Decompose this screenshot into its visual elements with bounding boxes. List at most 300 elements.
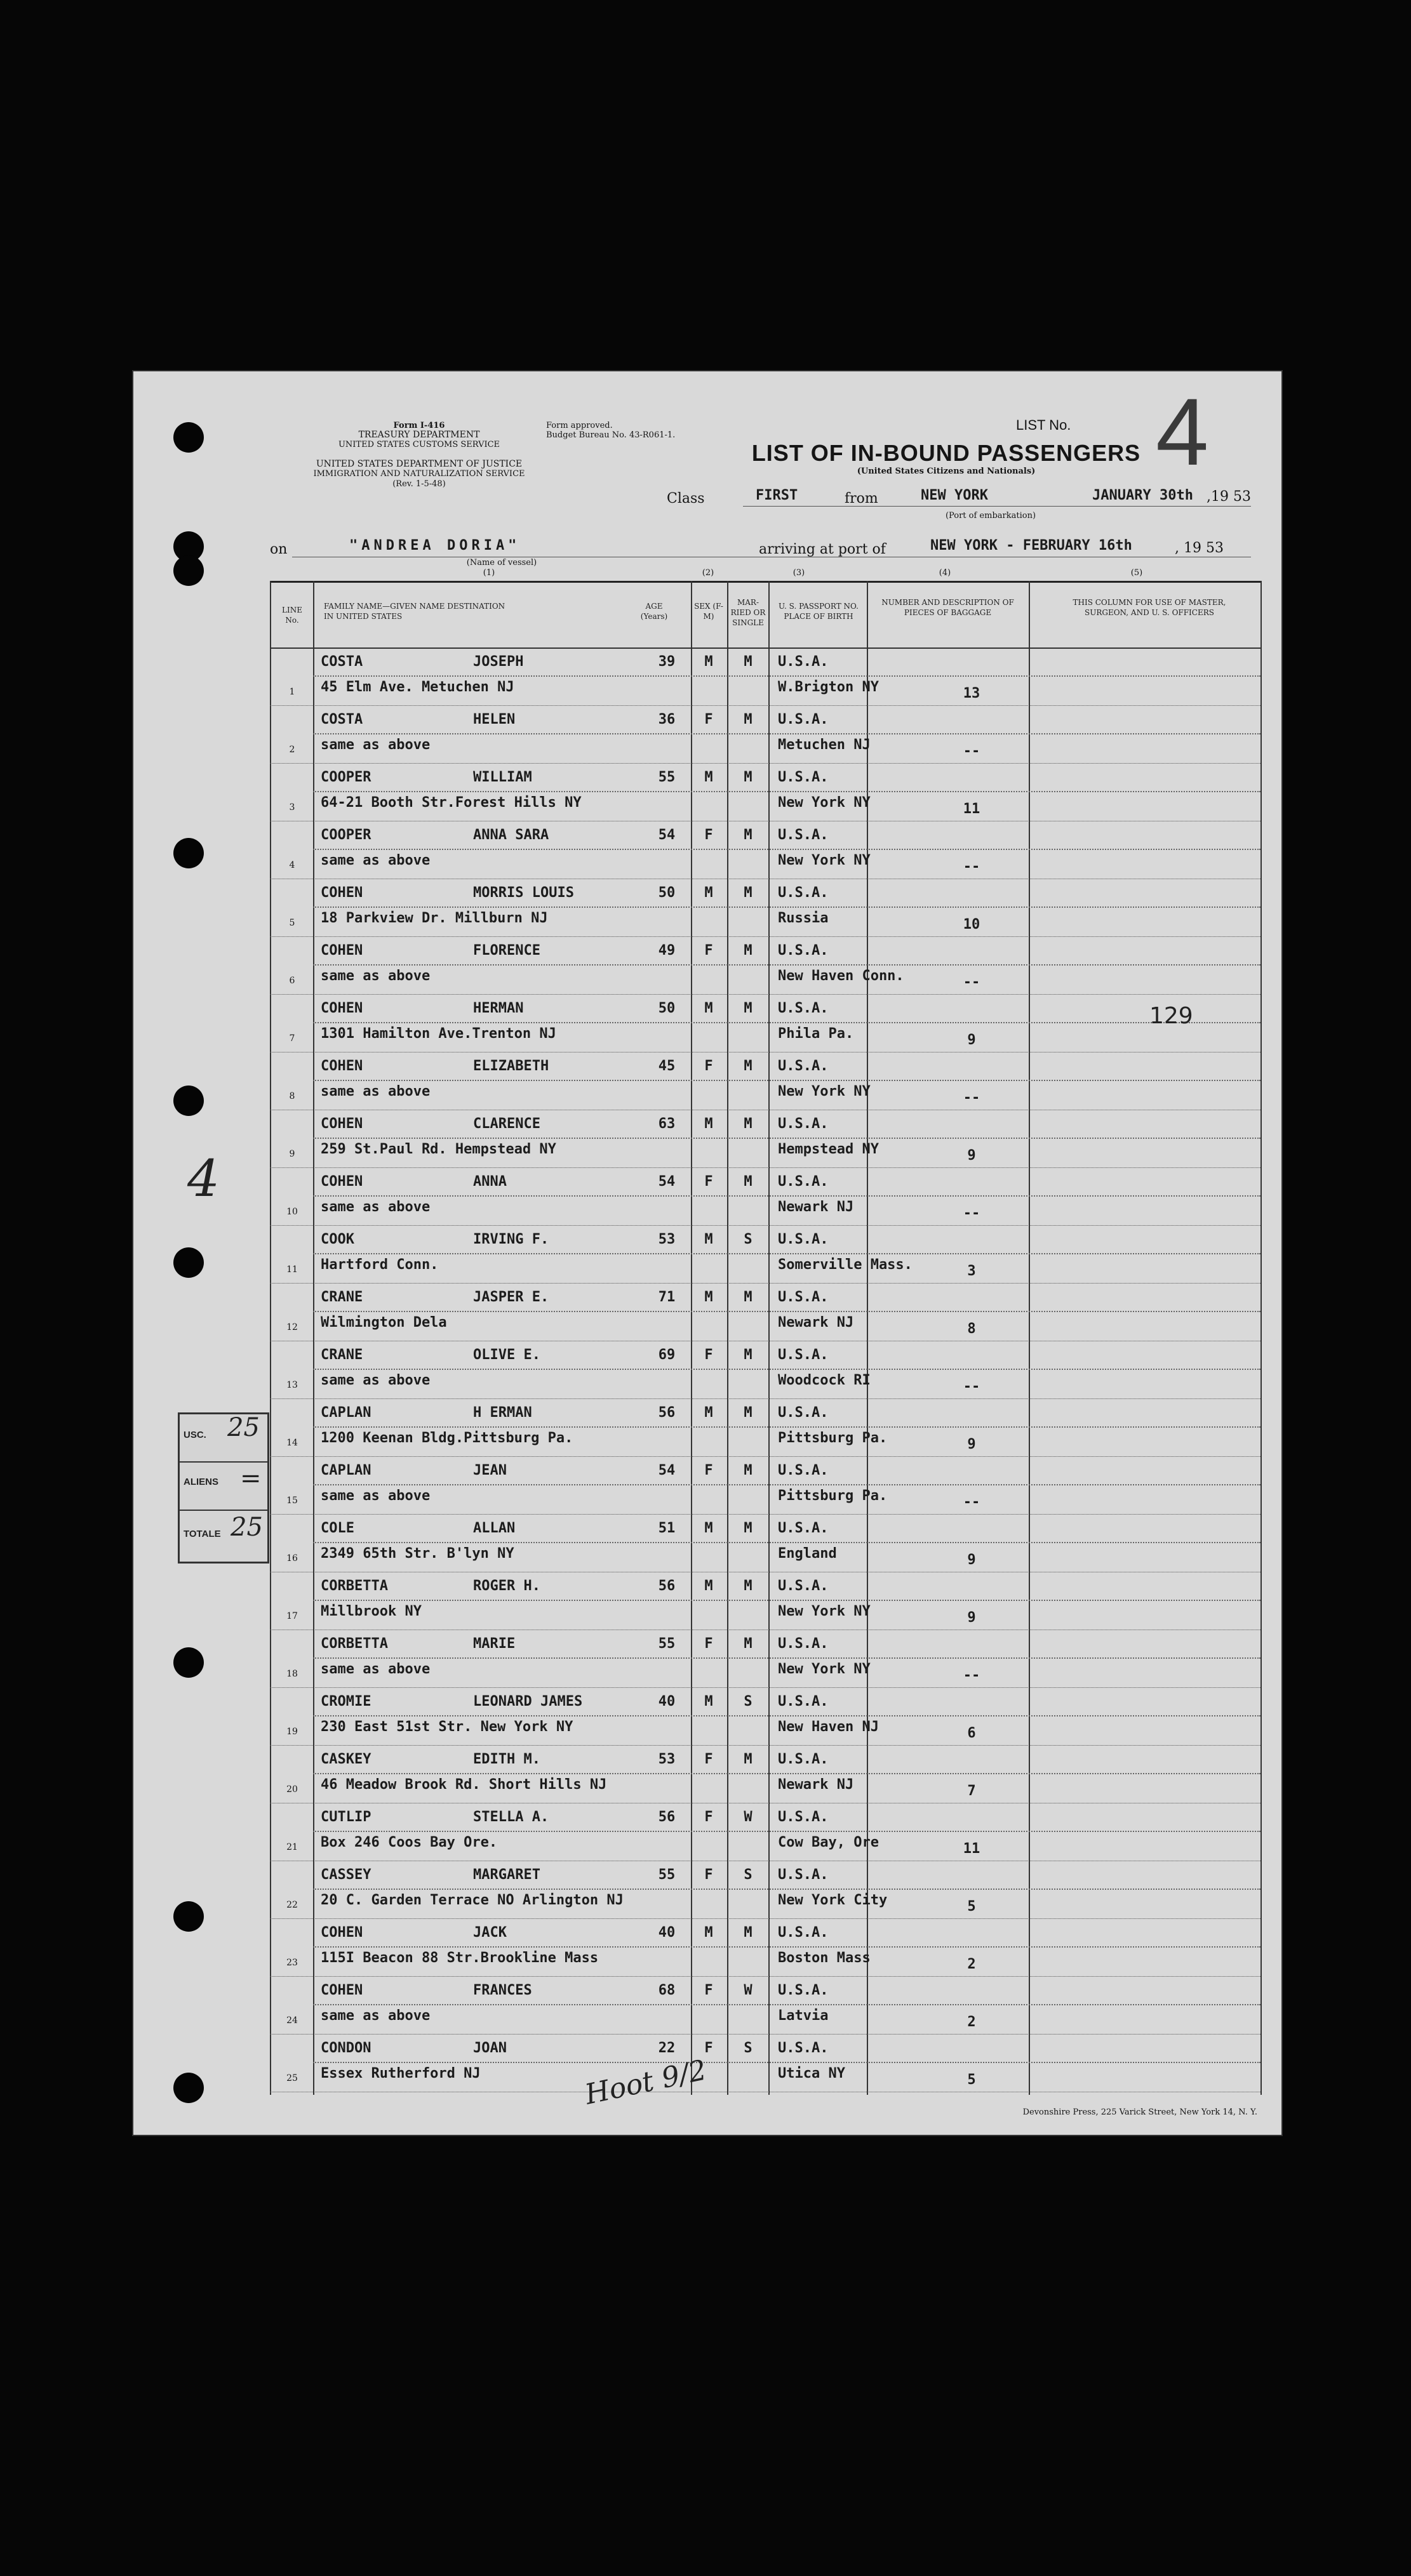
- column-number: (5): [1130, 568, 1143, 578]
- baggage-count: 2: [967, 1956, 976, 1972]
- baggage-count: 3: [967, 1263, 976, 1279]
- passport: U.S.A.: [778, 1347, 829, 1363]
- sex: M: [704, 1925, 713, 1941]
- row-dotted-divider: [313, 1195, 1261, 1197]
- given-name: WILLIAM: [473, 769, 532, 785]
- passport: U.S.A.: [778, 943, 829, 959]
- line-number: 1: [289, 687, 295, 697]
- class-underline: [743, 506, 1251, 507]
- given-name: ELIZABETH: [473, 1058, 549, 1074]
- given-name: LEONARD JAMES: [473, 1694, 583, 1710]
- header-married: MAR-RIED OR SINGLE: [730, 598, 766, 627]
- from-value: NEW YORK: [921, 488, 988, 503]
- destination: 259 St.Paul Rd. Hempstead NY: [321, 1141, 556, 1157]
- sex: F: [704, 1174, 713, 1190]
- marital-status: W: [744, 1809, 752, 1825]
- place-of-birth: Newark NJ: [778, 1777, 854, 1793]
- marital-status: S: [744, 1694, 752, 1710]
- service-name: UNITED STATES CUSTOMS SERVICE: [338, 440, 500, 449]
- sex: M: [704, 1405, 713, 1421]
- sex: F: [704, 1982, 713, 1998]
- marital-status: M: [744, 1578, 752, 1594]
- line-number: 20: [286, 1784, 298, 1795]
- line-number: 3: [289, 802, 295, 813]
- marital-status: M: [744, 1347, 752, 1363]
- line-number: 25: [286, 2073, 298, 2083]
- age: 53: [658, 1751, 676, 1767]
- given-name: CLARENCE: [473, 1116, 540, 1132]
- row-divider: [270, 705, 1261, 706]
- given-name: ALLAN: [473, 1520, 516, 1536]
- given-name: ROGER H.: [473, 1578, 540, 1594]
- place-of-birth: Metuchen NJ: [778, 737, 871, 753]
- row-dotted-divider: [313, 1484, 1261, 1485]
- stamp-usc-value: 25: [227, 1413, 260, 1442]
- baggage-count: --: [963, 974, 980, 990]
- row-dotted-divider: [313, 849, 1261, 850]
- family-name: COHEN: [321, 1116, 363, 1132]
- family-name: CONDON: [321, 2040, 371, 2056]
- marital-status: M: [744, 654, 752, 670]
- given-name: JASPER E.: [473, 1289, 549, 1305]
- marital-status: M: [744, 712, 752, 727]
- column-divider: [768, 581, 770, 2095]
- on-label: on: [270, 541, 288, 557]
- header-name-destination: FAMILY NAME—GIVEN NAME DESTINATION IN UNITED STATES: [324, 602, 505, 621]
- baggage-count: --: [963, 1668, 980, 1683]
- age: 40: [658, 1694, 676, 1710]
- passport: U.S.A.: [778, 1174, 829, 1190]
- sex: F: [704, 1463, 713, 1478]
- page-subtitle: (United States Citizens and Nationals): [857, 467, 1036, 476]
- destination: Millbrook NY: [321, 1603, 422, 1619]
- row-dotted-divider: [313, 733, 1261, 734]
- age: 55: [658, 769, 676, 785]
- place-of-birth: Hempstead NY: [778, 1141, 879, 1157]
- header-passport: U. S. PASSPORT NO. PLACE OF BIRTH: [779, 602, 859, 621]
- age: 54: [658, 827, 676, 843]
- row-divider: [270, 1456, 1261, 1457]
- baggage-count: 6: [967, 1725, 976, 1741]
- row-divider: [270, 1918, 1261, 1919]
- signature: Hoot 9/2: [582, 2054, 710, 2111]
- age: 39: [658, 654, 676, 670]
- column-number: (2): [702, 568, 714, 578]
- form-number: Form I-416: [393, 421, 445, 430]
- marital-status: W: [744, 1982, 752, 1998]
- line-number: 10: [286, 1207, 298, 1217]
- marital-status: M: [744, 1925, 752, 1941]
- passport: U.S.A.: [778, 1982, 829, 1998]
- family-name: COHEN: [321, 1925, 363, 1941]
- line-number: 17: [286, 1611, 298, 1621]
- marital-status: M: [744, 769, 752, 785]
- sex: M: [704, 1116, 713, 1132]
- baggage-count: --: [963, 1090, 980, 1106]
- passport: U.S.A.: [778, 1751, 829, 1767]
- passport: U.S.A.: [778, 1809, 829, 1825]
- given-name: ANNA: [473, 1174, 507, 1190]
- baggage-count: 9: [967, 1032, 976, 1048]
- embark-date: JANUARY 30th: [1092, 488, 1193, 503]
- marital-status: M: [744, 1289, 752, 1305]
- line-number: 23: [286, 1958, 298, 1968]
- line-number: 18: [286, 1669, 298, 1679]
- place-of-birth: New York NY: [778, 795, 871, 811]
- marital-status: S: [744, 1867, 752, 1883]
- binder-hole: [173, 2073, 204, 2103]
- given-name: JACK: [473, 1925, 507, 1941]
- column-divider: [313, 581, 314, 2095]
- family-name: CUTLIP: [321, 1809, 371, 1825]
- row-dotted-divider: [313, 1946, 1261, 1948]
- binder-hole: [173, 1247, 204, 1278]
- destination: 64-21 Booth Str.Forest Hills NY: [321, 795, 582, 811]
- age: 56: [658, 1578, 676, 1594]
- destination: 1301 Hamilton Ave.Trenton NJ: [321, 1026, 556, 1042]
- sex: M: [704, 1694, 713, 1710]
- row-divider: [270, 1687, 1261, 1688]
- place-of-birth: New York NY: [778, 1084, 871, 1099]
- sex: M: [704, 1520, 713, 1536]
- marital-status: M: [744, 1000, 752, 1016]
- destination: 45 Elm Ave. Metuchen NJ: [321, 679, 514, 695]
- row-dotted-divider: [313, 2004, 1261, 2005]
- passport: U.S.A.: [778, 1636, 829, 1652]
- row-dotted-divider: [313, 1138, 1261, 1139]
- sex: M: [704, 885, 713, 901]
- family-name: COHEN: [321, 1982, 363, 1998]
- destination: same as above: [321, 1661, 431, 1677]
- ins-name: IMMIGRATION AND NATURALIZATION SERVICE: [313, 469, 525, 479]
- destination: 18 Parkview Dr. Millburn NJ: [321, 910, 548, 926]
- header-line-no: LINE No.: [282, 606, 302, 625]
- marital-status: M: [744, 1174, 752, 1190]
- baggage-count: 9: [967, 1437, 976, 1452]
- line-number: 21: [286, 1842, 298, 1852]
- vessel-name: "ANDREA DORIA": [349, 538, 521, 554]
- destination: same as above: [321, 853, 431, 868]
- given-name: JOAN: [473, 2040, 507, 2056]
- given-name: FLORENCE: [473, 943, 540, 959]
- family-name: CAPLAN: [321, 1463, 371, 1478]
- printer-footer: Devonshire Press, 225 Varick Street, New York 14, N. Y.: [1022, 2108, 1257, 2117]
- age: 54: [658, 1174, 676, 1190]
- marital-status: S: [744, 2040, 752, 2056]
- line-number: 5: [289, 918, 295, 928]
- passport: U.S.A.: [778, 1289, 829, 1305]
- passport: U.S.A.: [778, 654, 829, 670]
- destination: same as above: [321, 737, 431, 753]
- binder-hole: [173, 1647, 204, 1678]
- destination: same as above: [321, 1084, 431, 1099]
- age: 36: [658, 712, 676, 727]
- family-name: COOK: [321, 1232, 354, 1247]
- sex: M: [704, 1000, 713, 1016]
- baggage-count: 11: [963, 1841, 980, 1857]
- row-divider: [270, 1225, 1261, 1226]
- age: 50: [658, 1000, 676, 1016]
- place-of-birth: Pittsburg Pa.: [778, 1430, 888, 1446]
- passport: U.S.A.: [778, 769, 829, 785]
- baggage-count: 2: [967, 2014, 976, 2030]
- baggage-count: --: [963, 859, 980, 875]
- baggage-count: 9: [967, 1610, 976, 1626]
- given-name: H ERMAN: [473, 1405, 532, 1421]
- baggage-count: --: [963, 743, 980, 759]
- age: 55: [658, 1636, 676, 1652]
- list-number: 4: [1156, 378, 1209, 485]
- arriving-label: arriving at port of: [759, 541, 886, 557]
- passport: U.S.A.: [778, 1578, 829, 1594]
- list-label: LIST No.: [1016, 417, 1071, 433]
- sex: M: [704, 1289, 713, 1305]
- binder-hole: [173, 422, 204, 453]
- destination: same as above: [321, 968, 431, 984]
- passport: U.S.A.: [778, 1405, 829, 1421]
- line-number: 4: [289, 860, 295, 870]
- class-label: Class: [667, 491, 705, 507]
- port-embark-label: (Port of embarkation): [945, 511, 1036, 521]
- sex: F: [704, 1636, 713, 1652]
- place-of-birth: Woodcock RI: [778, 1372, 871, 1388]
- given-name: FRANCES: [473, 1982, 532, 1998]
- family-name: COLE: [321, 1520, 354, 1536]
- marital-status: M: [744, 1058, 752, 1074]
- family-name: COHEN: [321, 943, 363, 959]
- from-label: from: [845, 491, 878, 507]
- arrival-port-date: NEW YORK - FEBRUARY 16th: [930, 538, 1132, 554]
- place-of-birth: Pittsburg Pa.: [778, 1488, 888, 1504]
- justice-name: UNITED STATES DEPARTMENT OF JUSTICE: [316, 459, 523, 469]
- given-name: EDITH M.: [473, 1751, 540, 1767]
- marital-status: M: [744, 885, 752, 901]
- passport: U.S.A.: [778, 1867, 829, 1883]
- passport: U.S.A.: [778, 885, 829, 901]
- place-of-birth: Somerville Mass.: [778, 1257, 913, 1273]
- line-number: 22: [286, 1900, 298, 1910]
- stamp-divider: [180, 1510, 267, 1511]
- marital-status: M: [744, 1751, 752, 1767]
- marital-status: M: [744, 943, 752, 959]
- place-of-birth: New York NY: [778, 853, 871, 868]
- row-dotted-divider: [313, 906, 1261, 908]
- row-divider: [270, 936, 1261, 937]
- place-of-birth: Utica NY: [778, 2066, 845, 2081]
- destination: same as above: [321, 1199, 431, 1215]
- age: 69: [658, 1347, 676, 1363]
- sex: F: [704, 827, 713, 843]
- row-divider: [270, 1167, 1261, 1168]
- sex: F: [704, 1347, 713, 1363]
- line-number: 13: [286, 1380, 298, 1390]
- given-name: HERMAN: [473, 1000, 524, 1016]
- sex: F: [704, 1058, 713, 1074]
- family-name: COHEN: [321, 1058, 363, 1074]
- row-dotted-divider: [313, 1831, 1261, 1832]
- line-number: 9: [289, 1149, 295, 1159]
- department-name: TREASURY DEPARTMENT: [358, 430, 480, 440]
- column-number: (1): [483, 568, 495, 578]
- family-name: COOPER: [321, 769, 371, 785]
- baggage-count: 9: [967, 1552, 976, 1568]
- family-name: COHEN: [321, 1000, 363, 1016]
- row-dotted-divider: [313, 1426, 1261, 1428]
- row-dotted-divider: [313, 1311, 1261, 1312]
- place-of-birth: Latvia: [778, 2008, 829, 2024]
- binder-hole: [173, 555, 204, 586]
- line-number: 24: [286, 2015, 298, 2026]
- destination: same as above: [321, 1372, 431, 1388]
- destination: 20 C. Garden Terrace NO Arlington NJ: [321, 1892, 624, 1908]
- stamp-totale-label: TOTALE: [184, 1529, 221, 1539]
- age: 49: [658, 943, 676, 959]
- passport: U.S.A.: [778, 712, 829, 727]
- stamp-totale-value: 25: [231, 1513, 263, 1542]
- place-of-birth: Newark NJ: [778, 1315, 854, 1331]
- sex: F: [704, 712, 713, 727]
- age: 45: [658, 1058, 676, 1074]
- line-number: 7: [289, 1033, 295, 1044]
- family-name: CAPLAN: [321, 1405, 371, 1421]
- baggage-count: 5: [967, 2072, 976, 2088]
- destination: 2349 65th Str. B'lyn NY: [321, 1546, 514, 1562]
- row-dotted-divider: [313, 964, 1261, 966]
- row-divider: [270, 2034, 1261, 2035]
- row-divider: [270, 1398, 1261, 1399]
- baggage-count: --: [963, 1205, 980, 1221]
- binder-hole: [173, 1901, 204, 1932]
- header-sex: SEX (F-M): [694, 602, 723, 621]
- baggage-count: 11: [963, 801, 980, 817]
- column-divider: [270, 581, 271, 2095]
- place-of-birth: England: [778, 1546, 837, 1562]
- line-number: 19: [286, 1727, 298, 1737]
- family-name: CRANE: [321, 1289, 363, 1305]
- age: 55: [658, 1867, 676, 1883]
- given-name: JOSEPH: [473, 654, 524, 670]
- passport: U.S.A.: [778, 827, 829, 843]
- sex: F: [704, 1751, 713, 1767]
- row-dotted-divider: [313, 1715, 1261, 1716]
- age: 68: [658, 1982, 676, 1998]
- vessel-label: (Name of vessel): [466, 558, 537, 568]
- family-name: CASSEY: [321, 1867, 371, 1883]
- family-name: COHEN: [321, 1174, 363, 1190]
- family-name: CASKEY: [321, 1751, 371, 1767]
- destination: 46 Meadow Brook Rd. Short Hills NJ: [321, 1777, 607, 1793]
- row-divider: [270, 994, 1261, 995]
- passport: U.S.A.: [778, 1520, 829, 1536]
- line-number: 2: [289, 745, 295, 755]
- sex: F: [704, 943, 713, 959]
- family-name: CRANE: [321, 1347, 363, 1363]
- destination: same as above: [321, 2008, 431, 2024]
- row-dotted-divider: [313, 1600, 1261, 1601]
- destination: Wilmington Dela: [321, 1315, 447, 1331]
- line-number: 6: [289, 976, 295, 986]
- family-name: COSTA: [321, 712, 363, 727]
- column-divider: [727, 581, 728, 2095]
- totals-stamp: [178, 1412, 269, 1564]
- passport: U.S.A.: [778, 2040, 829, 2056]
- arrival-year: , 19 53: [1175, 540, 1224, 556]
- stamp-divider: [180, 1461, 267, 1463]
- row-dotted-divider: [313, 1889, 1261, 1890]
- age: 54: [658, 1463, 676, 1478]
- place-of-birth: New York NY: [778, 1661, 871, 1677]
- line-number: 12: [286, 1322, 298, 1332]
- place-of-birth: Phila Pa.: [778, 1026, 854, 1042]
- budget-bureau: Budget Bureau No. 43-R061-1.: [546, 430, 676, 440]
- class-value: FIRST: [756, 488, 798, 503]
- place-of-birth: Newark NJ: [778, 1199, 854, 1215]
- sex: M: [704, 769, 713, 785]
- destination: Box 246 Coos Bay Ore.: [321, 1835, 498, 1850]
- column-divider: [1029, 581, 1030, 2095]
- place-of-birth: Boston Mass: [778, 1950, 871, 1966]
- row-dotted-divider: [313, 2062, 1261, 2063]
- passport: U.S.A.: [778, 1116, 829, 1132]
- sex: M: [704, 654, 713, 670]
- family-name: COSTA: [321, 654, 363, 670]
- destination: 115I Beacon 88 Str.Brookline Mass: [321, 1950, 599, 1966]
- line-number: 8: [289, 1091, 295, 1101]
- row-dotted-divider: [313, 1022, 1261, 1023]
- marital-status: M: [744, 1405, 752, 1421]
- column-divider: [1261, 581, 1262, 2095]
- row-dotted-divider: [313, 1773, 1261, 1774]
- officer-count: 129: [1149, 1003, 1193, 1029]
- passport: U.S.A.: [778, 1058, 829, 1074]
- given-name: ANNA SARA: [473, 827, 549, 843]
- row-divider: [270, 1745, 1261, 1746]
- passport: U.S.A.: [778, 1000, 829, 1016]
- age: 63: [658, 1116, 676, 1132]
- age: 71: [658, 1289, 676, 1305]
- family-name: COHEN: [321, 885, 363, 901]
- row-dotted-divider: [313, 1253, 1261, 1254]
- passport: U.S.A.: [778, 1463, 829, 1478]
- row-divider: [270, 763, 1261, 764]
- given-name: HELEN: [473, 712, 516, 727]
- margin-number: 4: [187, 1149, 220, 1208]
- row-dotted-divider: [313, 1080, 1261, 1081]
- stamp-aliens-label: ALIENS: [184, 1477, 219, 1487]
- passport: U.S.A.: [778, 1232, 829, 1247]
- embark-year: ,19 53: [1207, 489, 1251, 505]
- header-age: AGE (Years): [640, 602, 668, 621]
- stamp-usc-label: USC.: [184, 1430, 206, 1440]
- binder-hole: [173, 1086, 204, 1116]
- given-name: JEAN: [473, 1463, 507, 1478]
- manifest-sheet: [133, 371, 1281, 2135]
- given-name: MORRIS LOUIS: [473, 885, 574, 901]
- revision: (Rev. 1-5-48): [392, 479, 446, 489]
- sex: M: [704, 1232, 713, 1247]
- age: 50: [658, 885, 676, 901]
- given-name: OLIVE E.: [473, 1347, 540, 1363]
- form-approved: Form approved.: [546, 421, 613, 430]
- baggage-count: --: [963, 1494, 980, 1510]
- marital-status: M: [744, 1636, 752, 1652]
- row-dotted-divider: [313, 1369, 1261, 1370]
- passport: U.S.A.: [778, 1925, 829, 1941]
- baggage-count: 9: [967, 1148, 976, 1164]
- column-divider: [691, 581, 692, 2095]
- stamp-aliens-value: =: [240, 1464, 262, 1493]
- family-name: CORBETTA: [321, 1636, 388, 1652]
